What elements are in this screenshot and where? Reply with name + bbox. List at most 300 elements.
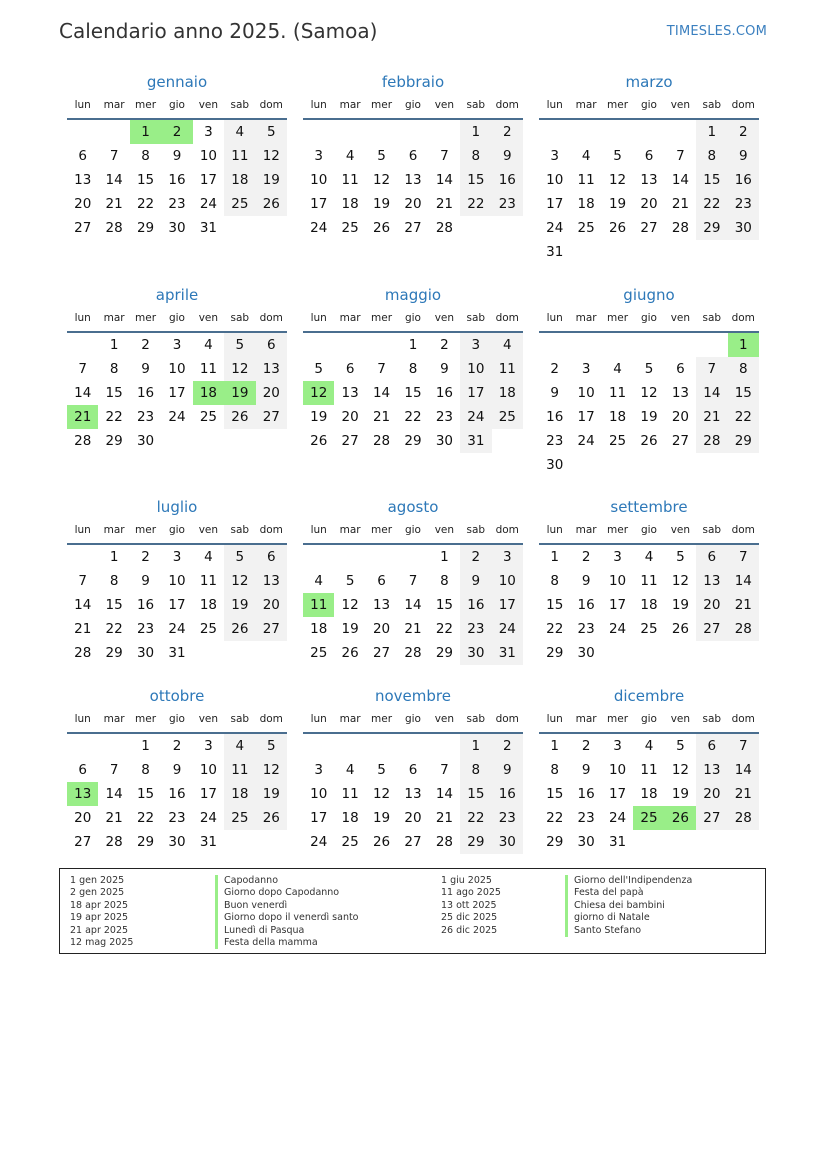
day-cell: 25 [492,405,523,429]
day-cell: 20 [341,409,359,425]
legend-holiday-name: giorno di Natale [565,912,650,924]
holiday-day-cell: 26 [665,806,696,830]
day-cell: 26 [341,645,359,661]
day-cell: 4 [613,361,622,377]
weekday-label: ven [434,312,455,324]
weekday-label: sab [702,713,722,725]
day-cell: 12 [256,144,287,168]
day-cell: 20 [696,782,727,806]
weekday-header [67,96,287,120]
day-cell: 23 [136,409,155,425]
month-dicembre [539,686,759,850]
day-cell: 16 [460,593,491,617]
day-cell: 4 [224,120,255,144]
day-cell: 4 [204,337,213,353]
weekday-header [303,309,523,333]
day-cell: 13 [696,569,727,593]
day-cell: 11 [640,762,658,778]
day-cell: 3 [581,361,591,377]
weekday-label: mer [371,312,393,324]
day-cell: 7 [676,148,685,164]
day-cell: 28 [74,433,92,449]
day-cell: 17 [310,810,328,826]
month-febbraio [303,72,523,236]
weekday-label: lun [310,524,327,536]
day-cell: 27 [404,220,422,236]
day-cell: 7 [440,148,449,164]
weekday-label: sab [230,713,250,725]
month-title: settembre [610,498,688,516]
legend-date: 1 gen 2025 [70,875,125,886]
day-cell: 7 [377,361,386,377]
day-cell: 3 [613,738,622,754]
day-cell: 28 [435,834,454,850]
legend-holiday-name: Santo Stefano [565,925,641,937]
day-cell: 25 [341,834,359,850]
day-cell: 6 [676,361,685,377]
day-cell: 20 [74,196,92,212]
weekday-label: ven [434,524,455,536]
day-cell: 26 [256,806,287,830]
day-cell: 26 [372,220,391,236]
day-cell: 14 [372,385,391,401]
day-cell: 15 [136,172,155,188]
day-cell: 30 [168,834,186,850]
weekday-label: gio [404,713,421,725]
day-cell: 2 [550,361,559,377]
day-cell: 22 [136,196,155,212]
day-cell: 19 [671,597,690,613]
day-cell: 16 [168,172,186,188]
day-cell: 16 [492,782,523,806]
legend-date: 11 ago 2025 [441,887,501,899]
day-cell: 9 [141,573,150,589]
day-cell: 17 [460,381,491,405]
day-cell: 24 [199,196,218,212]
legend-date: 26 dic 2025 [441,924,498,936]
weekday-label: mer [607,99,629,111]
day-cell: 9 [172,148,182,164]
day-cell: 19 [640,409,658,425]
weekday-label: mar [103,99,125,111]
month-luglio [67,497,287,661]
day-cell: 28 [435,220,454,236]
weekday-label: sab [466,99,486,111]
day-cell: 9 [492,144,523,168]
day-cell: 19 [256,168,287,192]
holiday-day-cell: 1 [728,333,759,357]
weekday-label: lun [74,99,91,111]
month-title: aprile [155,286,199,304]
day-cell: 19 [671,786,690,802]
day-cell: 11 [199,361,218,377]
weekday-label: lun [310,99,327,111]
day-cell: 9 [172,762,182,778]
legend-holiday-name: Chiesa dei bambini [565,900,665,912]
legend-date: 12 mag 2025 [70,937,134,948]
weekday-label: dom [495,524,519,536]
day-cell: 8 [460,144,491,168]
day-cell: 15 [546,597,564,613]
month-title: marzo [625,73,673,91]
day-cell: 25 [640,621,658,637]
weekday-header [67,521,287,545]
weekday-label: ven [670,524,691,536]
day-cell: 12 [671,762,690,778]
day-cell: 17 [608,597,627,613]
weekday-label: gio [404,99,421,111]
day-cell: 25 [224,192,255,216]
day-cell: 10 [310,786,328,802]
month-title: maggio [384,286,442,304]
day-cell: 30 [435,433,454,449]
day-cell: 15 [546,786,564,802]
day-cell: 29 [105,433,123,449]
day-cell: 15 [105,597,123,613]
month-title: febbraio [381,73,445,91]
day-cell: 14 [105,172,123,188]
day-cell: 5 [256,734,287,758]
day-cell: 14 [74,385,92,401]
day-cell: 22 [435,621,454,637]
month-title: novembre [375,687,451,705]
weekday-label: mar [339,99,361,111]
month-title: luglio [156,498,198,516]
brand-link[interactable]: TIMESLES.COM [666,24,767,39]
weekday-label: ven [434,713,455,725]
day-cell: 5 [256,120,287,144]
day-cell: 3 [314,148,323,164]
weekday-label: gio [168,99,185,111]
day-cell: 14 [105,786,123,802]
day-cell: 16 [577,597,595,613]
day-cell: 1 [440,549,449,565]
day-cell: 13 [341,385,359,401]
day-cell: 11 [492,357,523,381]
day-cell: 24 [608,621,627,637]
day-cell: 31 [492,641,523,665]
day-cell: 23 [435,409,454,425]
day-cell: 6 [696,734,727,758]
day-cell: 15 [435,597,454,613]
day-cell: 20 [74,810,92,826]
day-cell: 11 [608,385,627,401]
day-cell: 29 [136,834,155,850]
day-cell: 22 [105,409,123,425]
holiday-day-cell: 18 [193,381,224,405]
day-cell: 13 [696,758,727,782]
day-cell: 27 [256,405,287,429]
day-cell: 3 [460,333,491,357]
day-cell: 18 [640,786,658,802]
day-cell: 4 [224,734,255,758]
day-cell: 21 [372,409,391,425]
day-cell: 5 [345,573,355,589]
day-cell: 10 [546,172,564,188]
day-cell: 11 [224,144,255,168]
weekday-label: lun [310,713,327,725]
day-cell: 6 [345,361,355,377]
day-cell: 14 [435,172,454,188]
weekday-label: dom [259,312,283,324]
day-cell: 30 [728,216,759,240]
day-cell: 26 [671,621,690,637]
weekday-label: dom [259,99,283,111]
weekday-label: gio [640,524,657,536]
day-cell: 12 [372,172,391,188]
weekday-header [539,521,759,545]
day-cell: 11 [640,573,658,589]
day-cell: 15 [460,168,491,192]
month-title: ottobre [149,687,205,705]
day-cell: 3 [204,124,213,140]
day-cell: 23 [492,806,523,830]
day-cell: 27 [341,433,359,449]
day-cell: 30 [168,220,186,236]
weekday-label: gio [640,312,657,324]
day-cell: 6 [256,333,287,357]
day-cell: 23 [546,433,564,449]
holiday-legend [59,868,766,954]
day-cell: 21 [74,621,92,637]
day-cell: 9 [141,361,150,377]
day-cell: 17 [546,196,564,212]
day-cell: 8 [550,762,559,778]
weekday-header [303,710,523,734]
weekday-label: dom [259,524,283,536]
day-cell: 14 [435,786,454,802]
day-cell: 1 [109,337,119,353]
month-agosto [303,497,523,661]
weekday-header [539,96,759,120]
day-cell: 12 [341,597,359,613]
weekday-label: ven [670,312,691,324]
day-cell: 9 [460,569,491,593]
day-cell: 31 [460,429,491,453]
day-cell: 19 [372,196,391,212]
day-cell: 5 [224,545,255,569]
weekday-label: mar [575,99,597,111]
weekday-label: dom [731,99,755,111]
day-cell: 17 [608,786,627,802]
legend-date: 19 apr 2025 [70,912,129,924]
day-cell: 5 [314,361,323,377]
day-cell: 12 [608,172,627,188]
day-cell: 18 [224,782,255,806]
day-cell: 9 [492,758,523,782]
day-cell: 1 [460,734,491,758]
day-cell: 29 [460,830,491,854]
month-title: agosto [387,498,439,516]
day-cell: 10 [492,569,523,593]
day-cell: 3 [550,148,559,164]
day-cell: 12 [224,569,255,593]
legend-date: 25 dic 2025 [441,912,498,924]
month-title: gennaio [146,73,208,91]
day-cell: 25 [608,433,627,449]
day-cell: 3 [204,738,213,754]
day-cell: 24 [577,433,595,449]
weekday-label: gio [168,524,185,536]
day-cell: 26 [224,405,255,429]
day-cell: 20 [404,810,422,826]
day-cell: 8 [109,573,119,589]
weekday-label: sab [230,312,250,324]
day-cell: 2 [581,738,591,754]
day-cell: 7 [728,545,759,569]
day-cell: 16 [136,385,155,401]
weekday-label: ven [198,524,219,536]
day-cell: 3 [314,762,323,778]
month-gennaio [67,72,287,236]
day-cell: 4 [492,333,523,357]
day-cell: 4 [204,549,213,565]
day-cell: 30 [546,457,564,473]
day-cell: 21 [671,196,690,212]
day-cell: 16 [168,786,186,802]
day-cell: 4 [345,148,355,164]
day-cell: 7 [78,361,87,377]
day-cell: 21 [435,810,454,826]
day-cell: 15 [728,381,759,405]
day-cell: 29 [105,645,123,661]
day-cell: 24 [310,834,328,850]
day-cell: 24 [492,617,523,641]
weekday-label: gio [640,99,657,111]
day-cell: 17 [199,172,218,188]
day-cell: 17 [168,385,186,401]
weekday-label: mar [575,713,597,725]
day-cell: 27 [74,834,92,850]
day-cell: 16 [435,385,454,401]
month-marzo [539,72,759,260]
legend-holiday-name: Giorno dopo Capodanno [215,887,339,899]
weekday-header [539,710,759,734]
day-cell: 8 [440,573,449,589]
day-cell: 10 [608,573,627,589]
day-cell: 19 [341,621,359,637]
day-cell: 13 [640,172,658,188]
day-cell: 27 [696,806,727,830]
legend-holiday-name: Buon venerdì [215,900,287,912]
day-cell: 10 [168,573,186,589]
day-cell: 26 [640,433,658,449]
day-cell: 12 [671,573,690,589]
weekday-label: gio [404,312,421,324]
day-cell: 19 [608,196,627,212]
day-cell: 22 [404,409,422,425]
day-cell: 30 [577,834,595,850]
weekday-label: sab [230,524,250,536]
day-cell: 25 [224,806,255,830]
day-cell: 25 [577,220,595,236]
day-cell: 5 [676,738,685,754]
weekday-label: lun [74,312,91,324]
day-cell: 28 [74,645,92,661]
day-cell: 1 [550,549,559,565]
weekday-label: dom [731,312,755,324]
day-cell: 10 [168,361,186,377]
day-cell: 24 [310,220,328,236]
month-title: giugno [623,286,675,304]
day-cell: 30 [136,433,155,449]
day-cell: 6 [408,762,418,778]
day-cell: 28 [728,806,759,830]
day-cell: 19 [224,593,255,617]
day-cell: 30 [492,830,523,854]
holiday-day-cell: 11 [303,593,334,617]
day-cell: 7 [696,357,727,381]
day-cell: 14 [404,597,422,613]
day-cell: 5 [644,361,654,377]
day-cell: 30 [136,645,155,661]
day-cell: 22 [728,405,759,429]
day-cell: 12 [372,786,391,802]
day-cell: 2 [581,549,591,565]
day-cell: 8 [460,758,491,782]
day-cell: 26 [310,433,328,449]
weekday-label: dom [731,524,755,536]
holiday-day-cell: 1 [130,120,161,144]
day-cell: 8 [408,361,418,377]
day-cell: 18 [577,196,595,212]
day-cell: 8 [109,361,119,377]
day-cell: 9 [581,762,591,778]
day-cell: 31 [168,645,186,661]
day-cell: 10 [199,762,218,778]
day-cell: 13 [372,597,391,613]
day-cell: 27 [372,645,391,661]
weekday-header [67,710,287,734]
day-cell: 7 [109,762,119,778]
month-title: dicembre [613,687,685,705]
day-cell: 20 [372,621,391,637]
day-cell: 28 [696,429,727,453]
day-cell: 14 [696,381,727,405]
day-cell: 18 [341,196,359,212]
weekday-label: sab [466,312,486,324]
day-cell: 9 [550,385,559,401]
day-cell: 19 [372,810,391,826]
day-cell: 2 [492,120,523,144]
legend-holiday-name: Lunedì di Pasqua [215,925,304,937]
day-cell: 28 [728,617,759,641]
weekday-label: ven [198,99,219,111]
month-giugno [539,285,759,473]
weekday-label: mar [339,312,361,324]
day-cell: 13 [671,385,690,401]
day-cell: 21 [105,810,123,826]
day-cell: 6 [696,545,727,569]
weekday-label: lun [546,713,563,725]
weekday-label: mer [371,99,393,111]
day-cell: 31 [199,220,218,236]
day-cell: 3 [613,549,622,565]
day-cell: 4 [314,573,323,589]
day-cell: 26 [608,220,627,236]
day-cell: 11 [577,172,595,188]
day-cell: 8 [141,148,150,164]
day-cell: 24 [546,220,564,236]
legend-date: 2 gen 2025 [70,887,125,899]
day-cell: 2 [440,337,449,353]
legend-date: 18 apr 2025 [70,899,129,911]
weekday-label: mer [607,312,629,324]
weekday-header [303,96,523,120]
weekday-label: lun [74,713,91,725]
day-cell: 20 [256,593,287,617]
day-cell: 24 [168,621,186,637]
